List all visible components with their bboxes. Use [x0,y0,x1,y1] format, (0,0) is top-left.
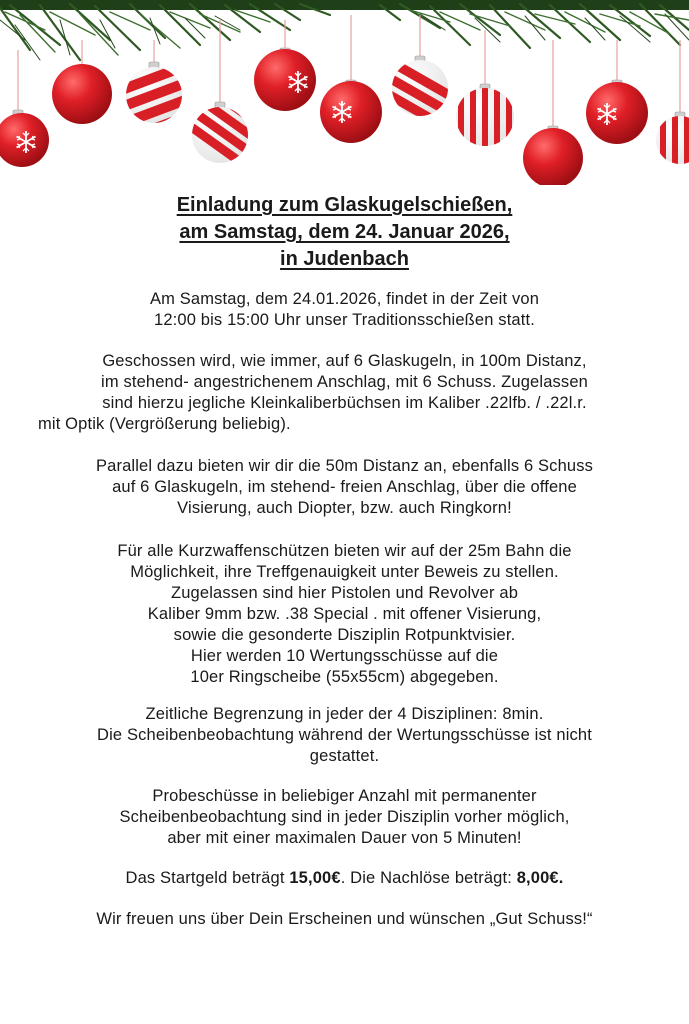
text-line: gestattet. [309,747,380,765]
text-line: aber mit einer maximalen Dauer von 5 Minuten! [167,829,522,847]
text-line: Zeitliche Begrenzung in jeder der 4 Disziplinen: 8min. [145,705,544,723]
text-line: sind hierzu jegliche Kleinkaliberbüchsen im Kaliber .22lfb. / .22l.r. [102,394,587,412]
startgeld-amount: 15,00€ [289,869,341,887]
paragraph-fees [0,868,689,889]
text-line: mit Optik (Vergrößerung beliebig). [38,415,291,433]
paragraph-100m-discipline [0,351,689,435]
pine-branches-icon [0,0,689,60]
text-line: Kaliber 9mm bzw. .38 Special . mit offener Visierung, [147,605,542,623]
text-line: Scheibenbeobachtung sind in jeder Disziplin vorher möglich, [119,808,570,826]
nachloese-amount: 8,00€. [516,869,564,887]
text-line: Möglichkeit, ihre Treffgenauigkeit unter Beweis zu stellen. [130,563,559,581]
invitation-title [0,192,689,273]
text-line: Parallel dazu bieten wir dir die 50m Distanz an, ebenfalls 6 Schuss [95,457,594,475]
text-line: Wir freuen uns über Dein Erscheinen und wünschen „Gut Schuss!“ [96,910,593,928]
text-line: Zugelassen sind hier Pistolen und Revolver ab [170,584,519,602]
text-line: Am Samstag, dem 24.01.2026, findet in der Zeit von [149,290,540,308]
christmas-bauble-icon [0,49,689,185]
paragraph-50m-discipline [0,456,689,519]
title-line: am Samstag, dem 24. Januar 2026, [179,221,510,243]
christmas-header-decoration [0,0,689,185]
fees-prefix: Das Startgeld beträgt [125,869,290,887]
text-line: 12:00 bis 15:00 Uhr unser Traditionsschießen statt. [154,311,535,329]
text-line: Probeschüsse in beliebiger Anzahl mit permanenter [152,787,537,805]
paragraph-practice-shots [0,786,689,849]
text-line: Geschossen wird, wie immer, auf 6 Glaskugeln, in 100m Distanz, [102,352,587,370]
text-line: auf 6 Glaskugeln, im stehend- freien Anschlag, über die offene [112,478,577,496]
fees-line [0,868,689,889]
text-line: Visierung, auch Diopter, bzw. auch Ringkorn! [177,499,512,517]
text-line: Hier werden 10 Wertungsschüsse auf die [190,647,499,665]
title-line: Einladung zum Glaskugelschießen, [176,194,513,216]
paragraph-date-time [0,289,689,331]
text-line: Für alle Kurzwaffenschützen bieten wir auf der 25m Bahn die [117,542,572,560]
text-line: sowie die gesonderte Disziplin Rotpunktvisier. [173,626,516,644]
paragraph-closing [0,909,689,930]
paragraph-time-limit [0,704,689,767]
text-line: 10er Ringscheibe (55x55cm) abgegeben. [190,668,499,686]
text-line: Die Scheibenbeobachtung während der Wertungsschüsse ist nicht [97,726,592,744]
paragraph-25m-discipline [0,541,689,688]
title-line: in Judenbach [280,248,409,270]
text-line: im stehend- angestrichenem Anschlag, mit 6 Schuss. Zugelassen [101,373,588,391]
fees-middle: . Die Nachlöse beträgt: [340,869,517,887]
